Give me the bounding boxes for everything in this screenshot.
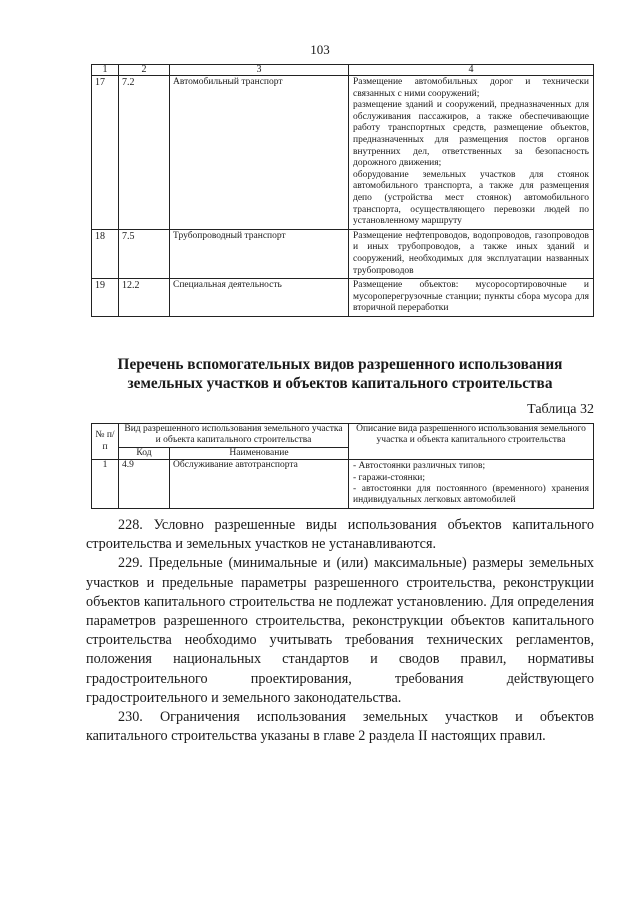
use-description [349, 279, 594, 317]
page-number: 103 [310, 42, 330, 57]
column-header: 1 [92, 65, 119, 76]
description-line: Размещение автомобильных дорог и технически связанных с ними сооружений; [353, 77, 589, 99]
paragraph-229: 229. Предельные (минимальные и (или) максимальные) размеры земельных участков и предельные параметры разрешенного строительства, реконструкции объектов капитального строительства не подлежат установлению. Для определения параметров разрешенного строительства, реконструкции объектов капитального строительства необходимо учитывать требования технических регламентов, положения национальных стандартов и сводов правил, нормативы градостроительного проектирования, требования действующего градостроительного и земельного законодательства. [86, 555, 594, 706]
description-line: - Автостоянки различных типов; [353, 461, 486, 472]
land-use-table [91, 64, 594, 317]
use-name: Автомобильный транспорт [170, 76, 349, 230]
column-header-number: № п/п [92, 424, 119, 460]
description-line: Размещение объектов: мусоросортировочные и мусороперегрузочные станции; пункты сбора мусора для вторичной переработки [353, 280, 589, 314]
row-number: 19 [92, 279, 119, 317]
table-row [92, 229, 594, 278]
column-header: 3 [170, 65, 349, 76]
auxiliary-use-table [91, 423, 594, 509]
table-row [92, 279, 594, 317]
use-description [349, 229, 594, 278]
row-number: 17 [92, 76, 119, 230]
table-header-row [92, 424, 594, 448]
column-header: 2 [119, 65, 170, 76]
use-code: 4.9 [119, 460, 170, 509]
use-code: 7.2 [119, 76, 170, 230]
paragraph-230: 230. Ограничения использования земельных участков и объектов капитального строительства указаны в главе 2 раздела II настоящих правил. [86, 709, 594, 745]
row-number: 1 [92, 460, 119, 509]
use-code: 7.5 [119, 229, 170, 278]
use-name: Обслуживание автотранспорта [170, 460, 349, 509]
table-row [92, 76, 594, 230]
column-header-group: Вид разрешенного использования земельного участка и объекта капитального строительства [119, 424, 349, 448]
use-code: 12.2 [119, 279, 170, 317]
use-description [349, 76, 594, 230]
section-title: Перечень вспомогательных видов разрешенного использования земельных участков и объектов капитального строительства [117, 356, 563, 392]
row-number: 18 [92, 229, 119, 278]
description-line: - гаражи-стоянки; [353, 472, 426, 483]
use-name: Трубопроводный транспорт [170, 229, 349, 278]
use-name: Специальная деятельность [170, 279, 349, 317]
use-description [349, 460, 594, 509]
column-header-description: Описание вида разрешенного использования земельного участка и объекта капитального строительства [349, 424, 594, 460]
table-row [92, 460, 594, 509]
table-header-row [92, 65, 594, 76]
table-caption: Таблица 32 [527, 402, 594, 417]
paragraph-228: 228. Условно разрешенные виды использования объектов капитального строительства и земельных участков не устанавливаются. [86, 517, 594, 553]
description-line: - автостоянки для постоянного (временного) хранения индивидуальных легковых автомобилей [353, 484, 589, 506]
description-line: оборудование земельных участков для стоянок автомобильного транспорта, а также для размещения депо (устройства мест стоянок) автомобильного транспорта, осуществляющего перевозки людей по установленному маршруту [353, 169, 589, 227]
column-header: 4 [349, 65, 594, 76]
description-line: Размещение нефтепроводов, водопроводов, газопроводов и иных трубопроводов, а также иных зданий и сооружений, необходимых для эксплуатации названных трубопроводов [353, 230, 589, 276]
column-header-code: Код [119, 447, 170, 459]
description-line: размещение зданий и сооружений, предназначенных для обслуживания пассажиров, а также обеспечивающие работу транспортных средств, размещение объектов, предназначенных для размещения постов органов внутренних дел, ответственных за безопасность дорожного движения; [353, 100, 589, 169]
body-text [86, 516, 594, 746]
column-header-name: Наименование [170, 447, 349, 459]
